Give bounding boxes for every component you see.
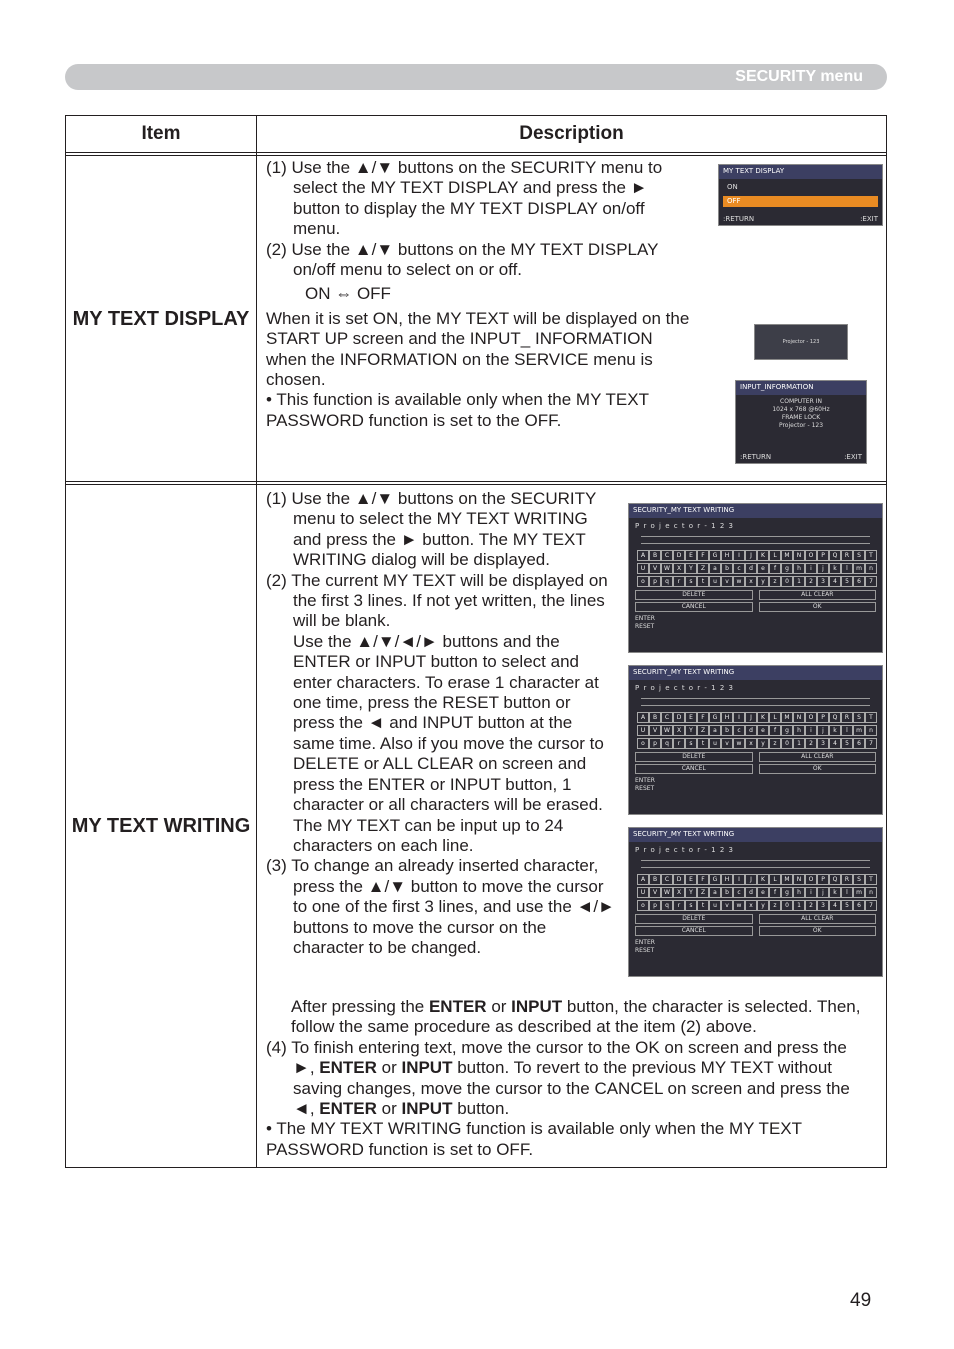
- character-key: 6: [853, 900, 865, 911]
- character-key: r: [673, 738, 685, 749]
- write-step-2b: Use the ▲/▼/◄/► buttons and the ENTER or INPUT button to select and enter characters. To erase 1 character at one time, press the RESET button or press the ◄ and INPUT button at the same time. Also if you move the cursor to DELETE or ALL CLEAR on screen and press the ENTER or INPUT button, 1 character or all characters will be erased. The MY TEXT can be input up to 24 characters on each line.: [293, 631, 604, 855]
- character-key: W: [661, 887, 673, 898]
- reset-key-label: RESET: [635, 623, 655, 630]
- character-key: h: [793, 725, 805, 736]
- character-key: U: [637, 563, 649, 574]
- character-key: M: [781, 550, 793, 561]
- character-key: 5: [841, 738, 853, 749]
- character-key: r: [673, 576, 685, 587]
- character-key: k: [829, 887, 841, 898]
- character-key: U: [637, 887, 649, 898]
- write-step-2: (2) The current MY TEXT will be displayed on the first 3 lines. If not yet written, the lines will be blank.: [266, 570, 608, 631]
- character-key: s: [685, 900, 697, 911]
- character-key: Z: [697, 725, 709, 736]
- text-line: [641, 536, 870, 537]
- info-line-2: 1024 x 768 @60Hz: [772, 406, 830, 413]
- character-key: X: [673, 563, 685, 574]
- character-key: M: [781, 874, 793, 885]
- input-information-screenshot: [735, 380, 867, 464]
- text-line: [641, 698, 870, 699]
- character-key: y: [757, 900, 769, 911]
- character-key: z: [769, 900, 781, 911]
- col-header-description: Description: [257, 116, 887, 153]
- character-key: H: [721, 550, 733, 561]
- character-key: R: [841, 550, 853, 561]
- character-key: 0: [781, 576, 793, 587]
- character-key: x: [745, 738, 757, 749]
- character-key: B: [649, 874, 661, 885]
- character-grid: [637, 874, 874, 911]
- character-key: N: [793, 874, 805, 885]
- character-key: 2: [805, 576, 817, 587]
- text-line: [641, 867, 870, 868]
- character-key: D: [673, 712, 685, 723]
- character-key: P: [817, 712, 829, 723]
- character-key: I: [733, 874, 745, 885]
- character-key: A: [637, 874, 649, 885]
- character-key: y: [757, 738, 769, 749]
- character-key: Y: [685, 887, 697, 898]
- character-key: x: [745, 900, 757, 911]
- character-key: 7: [865, 576, 877, 587]
- writing-title: SECURITY_MY TEXT WRITING: [629, 504, 882, 518]
- info-line-1: COMPUTER IN: [780, 398, 822, 405]
- character-key: 4: [829, 576, 841, 587]
- character-key: Z: [697, 563, 709, 574]
- character-key: n: [865, 725, 877, 736]
- character-key: T: [865, 712, 877, 723]
- character-key: i: [805, 887, 817, 898]
- character-key: T: [865, 550, 877, 561]
- character-key: c: [733, 887, 745, 898]
- character-key: c: [733, 725, 745, 736]
- display-note: • This function is available only when the MY TEXT PASSWORD function is set to the OFF.: [266, 390, 649, 430]
- character-key: K: [757, 874, 769, 885]
- character-key: j: [817, 725, 829, 736]
- character-key: g: [781, 887, 793, 898]
- character-key: f: [769, 563, 781, 574]
- character-key: o: [637, 900, 649, 911]
- character-key: Y: [685, 563, 697, 574]
- option-on: ON: [727, 183, 738, 191]
- ok-button: OK: [759, 926, 877, 936]
- character-key: t: [697, 738, 709, 749]
- character-key: 5: [841, 576, 853, 587]
- character-key: 4: [829, 738, 841, 749]
- step-1: (1) Use the ▲/▼ buttons on the SECURITY menu to select the MY TEXT DISPLAY and press the ► button to display the MY TEXT DISPLAY on/off menu.: [266, 158, 663, 239]
- character-key: v: [721, 738, 733, 749]
- character-key: f: [769, 725, 781, 736]
- character-key: H: [721, 874, 733, 885]
- character-key: a: [709, 563, 721, 574]
- character-key: I: [733, 712, 745, 723]
- character-key: J: [745, 712, 757, 723]
- writing-title: SECURITY_MY TEXT WRITING: [629, 828, 882, 842]
- desc-my-text-writing: [257, 485, 887, 1168]
- my-text-display-screenshot: [718, 164, 883, 226]
- item-my-text-display: MY TEXT DISPLAY: [66, 156, 257, 482]
- character-key: J: [745, 874, 757, 885]
- my-text-writing-screenshot-3: [628, 827, 883, 977]
- writing-text: P r o j e c t o r - 1 2 3: [635, 684, 734, 692]
- exit-hint: :EXIT: [860, 215, 878, 223]
- character-key: p: [649, 900, 661, 911]
- character-key: e: [757, 887, 769, 898]
- my-text-writing-screenshot-2: [628, 665, 883, 815]
- character-key: N: [793, 712, 805, 723]
- col-header-item: Item: [66, 116, 257, 153]
- character-key: q: [661, 900, 673, 911]
- write-note: • The MY TEXT WRITING function is available only when the MY TEXT PASSWORD function is set to OFF.: [266, 1119, 802, 1159]
- return-hint: :RETURN: [723, 215, 755, 223]
- character-key: g: [781, 725, 793, 736]
- character-grid: [637, 550, 874, 587]
- character-key: v: [721, 900, 733, 911]
- all-clear-button: ALL CLEAR: [759, 590, 877, 600]
- character-key: S: [853, 550, 865, 561]
- character-key: G: [709, 712, 721, 723]
- character-key: J: [745, 550, 757, 561]
- character-key: 7: [865, 900, 877, 911]
- character-key: C: [661, 874, 673, 885]
- character-key: 3: [817, 900, 829, 911]
- character-key: 2: [805, 738, 817, 749]
- character-key: V: [649, 887, 661, 898]
- my-text-writing-screenshot-1: [628, 503, 883, 653]
- character-key: l: [841, 725, 853, 736]
- screen-title: MY TEXT DISPLAY: [719, 165, 882, 179]
- character-key: h: [793, 887, 805, 898]
- character-key: L: [769, 712, 781, 723]
- character-key: n: [865, 563, 877, 574]
- enter-key-label: ENTER: [635, 777, 655, 784]
- character-key: n: [865, 887, 877, 898]
- character-key: T: [865, 874, 877, 885]
- character-key: p: [649, 576, 661, 587]
- character-key: c: [733, 563, 745, 574]
- character-key: 0: [781, 900, 793, 911]
- character-key: Q: [829, 874, 841, 885]
- all-clear-button: ALL CLEAR: [759, 914, 877, 924]
- writing-text: P r o j e c t o r - 1 2 3: [635, 846, 734, 854]
- info-title: INPUT_INFORMATION: [736, 381, 866, 395]
- startup-text: Projector - 123: [782, 339, 820, 345]
- character-key: a: [709, 887, 721, 898]
- write-step-1: (1) Use the ▲/▼ buttons on the SECURITY menu to select the MY TEXT WRITING and press the ► button. The MY TEXT WRITING dialog will be displayed.: [266, 489, 597, 570]
- info-line-3: FRAME LOCK: [781, 414, 821, 421]
- character-key: N: [793, 550, 805, 561]
- character-key: R: [841, 712, 853, 723]
- character-key: S: [853, 712, 865, 723]
- character-key: A: [637, 550, 649, 561]
- character-key: j: [817, 887, 829, 898]
- character-key: E: [685, 550, 697, 561]
- cancel-button: CANCEL: [635, 764, 753, 774]
- character-key: H: [721, 712, 733, 723]
- character-key: O: [805, 712, 817, 723]
- character-key: m: [853, 887, 865, 898]
- writing-title: SECURITY_MY TEXT WRITING: [629, 666, 882, 680]
- character-key: V: [649, 725, 661, 736]
- character-key: q: [661, 738, 673, 749]
- step-2: (2) Use the ▲/▼ buttons on the MY TEXT DISPLAY on/off menu to select on or off.: [266, 239, 659, 280]
- character-key: t: [697, 900, 709, 911]
- character-key: e: [757, 725, 769, 736]
- enter-key-label: ENTER: [635, 939, 655, 946]
- character-key: 6: [853, 738, 865, 749]
- character-key: Z: [697, 887, 709, 898]
- character-key: d: [745, 725, 757, 736]
- character-key: h: [793, 563, 805, 574]
- write-step-4: (4) To finish entering text, move the cursor to the OK on screen and press the ►, ENTER or INPUT button. To revert to the previous MY TEXT without saving changes, move the cursor to the CANCEL on screen and press the ◄, ENTER or INPUT button.: [266, 1037, 850, 1119]
- character-key: e: [757, 563, 769, 574]
- character-key: w: [733, 576, 745, 587]
- startup-screenshot: [754, 324, 848, 360]
- cancel-button: CANCEL: [635, 926, 753, 936]
- write-step-3b: After pressing the ENTER or INPUT button, the character is selected. Then, follow the same procedure as described at the item (2) above.: [291, 997, 861, 1037]
- ok-button: OK: [759, 602, 877, 612]
- character-key: x: [745, 576, 757, 587]
- character-key: B: [649, 712, 661, 723]
- cancel-button: CANCEL: [635, 602, 753, 612]
- character-key: R: [841, 874, 853, 885]
- character-key: g: [781, 563, 793, 574]
- page-number: 49: [850, 1290, 872, 1311]
- all-clear-button: ALL CLEAR: [759, 752, 877, 762]
- character-key: w: [733, 738, 745, 749]
- character-key: o: [637, 738, 649, 749]
- character-key: p: [649, 738, 661, 749]
- character-key: 7: [865, 738, 877, 749]
- character-key: V: [649, 563, 661, 574]
- writing-text: P r o j e c t o r - 1 2 3: [635, 522, 734, 530]
- character-key: b: [721, 563, 733, 574]
- character-key: d: [745, 563, 757, 574]
- write-step-3: (3) To change an already inserted character, press the ▲/▼ button to move the cursor to one of the first 3 lines, and use the ◄/► buttons to move the cursor on the character to be changed.: [266, 856, 615, 957]
- return-hint: :RETURN: [740, 453, 772, 461]
- character-key: m: [853, 563, 865, 574]
- character-key: b: [721, 887, 733, 898]
- character-key: 3: [817, 738, 829, 749]
- reset-key-label: RESET: [635, 785, 655, 792]
- character-key: I: [733, 550, 745, 561]
- reset-key-label: RESET: [635, 947, 655, 954]
- character-key: O: [805, 550, 817, 561]
- character-key: 1: [793, 900, 805, 911]
- character-key: u: [709, 900, 721, 911]
- character-key: K: [757, 712, 769, 723]
- character-key: 6: [853, 576, 865, 587]
- text-line: [641, 860, 870, 861]
- on-off-toggle-text: ON ⇔ OFF: [305, 284, 391, 304]
- character-key: Y: [685, 725, 697, 736]
- character-key: k: [829, 725, 841, 736]
- character-key: D: [673, 874, 685, 885]
- item-my-text-writing: MY TEXT WRITING: [66, 485, 257, 1168]
- character-key: C: [661, 712, 673, 723]
- character-key: 5: [841, 900, 853, 911]
- character-key: i: [805, 563, 817, 574]
- character-key: D: [673, 550, 685, 561]
- character-key: U: [637, 725, 649, 736]
- character-key: r: [673, 900, 685, 911]
- character-key: 4: [829, 900, 841, 911]
- enter-key-label: ENTER: [635, 615, 655, 622]
- character-key: B: [649, 550, 661, 561]
- character-key: W: [661, 563, 673, 574]
- character-key: X: [673, 887, 685, 898]
- character-key: 2: [805, 900, 817, 911]
- character-key: E: [685, 712, 697, 723]
- character-key: l: [841, 887, 853, 898]
- character-key: l: [841, 563, 853, 574]
- character-key: v: [721, 576, 733, 587]
- delete-button: DELETE: [635, 914, 753, 924]
- option-off: OFF: [723, 196, 878, 207]
- section-header-bar: [65, 64, 887, 90]
- character-key: 0: [781, 738, 793, 749]
- character-key: 3: [817, 576, 829, 587]
- character-key: 1: [793, 576, 805, 587]
- character-key: Q: [829, 550, 841, 561]
- security-menu-table: [65, 115, 887, 1168]
- character-key: G: [709, 874, 721, 885]
- display-info: When it is set ON, the MY TEXT will be displayed on the START UP screen and the INPUT_ INFORMATION when the INFORMATION on the SERVICE menu is chosen.: [266, 308, 690, 390]
- character-key: A: [637, 712, 649, 723]
- character-key: P: [817, 874, 829, 885]
- character-key: s: [685, 576, 697, 587]
- character-key: C: [661, 550, 673, 561]
- text-line: [641, 705, 870, 706]
- character-key: q: [661, 576, 673, 587]
- character-key: j: [817, 563, 829, 574]
- desc-my-text-display: [257, 156, 887, 482]
- character-key: w: [733, 900, 745, 911]
- section-title: SECURITY menu: [735, 68, 863, 85]
- character-key: O: [805, 874, 817, 885]
- character-key: i: [805, 725, 817, 736]
- character-key: u: [709, 576, 721, 587]
- character-key: b: [721, 725, 733, 736]
- character-key: y: [757, 576, 769, 587]
- ok-button: OK: [759, 764, 877, 774]
- character-key: d: [745, 887, 757, 898]
- info-line-4: Projector - 123: [778, 422, 824, 429]
- character-key: a: [709, 725, 721, 736]
- character-key: F: [697, 712, 709, 723]
- character-grid: [637, 712, 874, 749]
- character-key: W: [661, 725, 673, 736]
- character-key: s: [685, 738, 697, 749]
- character-key: S: [853, 874, 865, 885]
- character-key: o: [637, 576, 649, 587]
- character-key: G: [709, 550, 721, 561]
- character-key: X: [673, 725, 685, 736]
- character-key: k: [829, 563, 841, 574]
- character-key: z: [769, 576, 781, 587]
- text-line: [641, 543, 870, 544]
- character-key: m: [853, 725, 865, 736]
- character-key: L: [769, 874, 781, 885]
- character-key: t: [697, 576, 709, 587]
- character-key: z: [769, 738, 781, 749]
- character-key: F: [697, 874, 709, 885]
- character-key: F: [697, 550, 709, 561]
- character-key: f: [769, 887, 781, 898]
- character-key: K: [757, 550, 769, 561]
- delete-button: DELETE: [635, 752, 753, 762]
- exit-hint: :EXIT: [844, 453, 862, 461]
- character-key: P: [817, 550, 829, 561]
- delete-button: DELETE: [635, 590, 753, 600]
- character-key: E: [685, 874, 697, 885]
- character-key: u: [709, 738, 721, 749]
- character-key: M: [781, 712, 793, 723]
- character-key: L: [769, 550, 781, 561]
- character-key: 1: [793, 738, 805, 749]
- character-key: Q: [829, 712, 841, 723]
